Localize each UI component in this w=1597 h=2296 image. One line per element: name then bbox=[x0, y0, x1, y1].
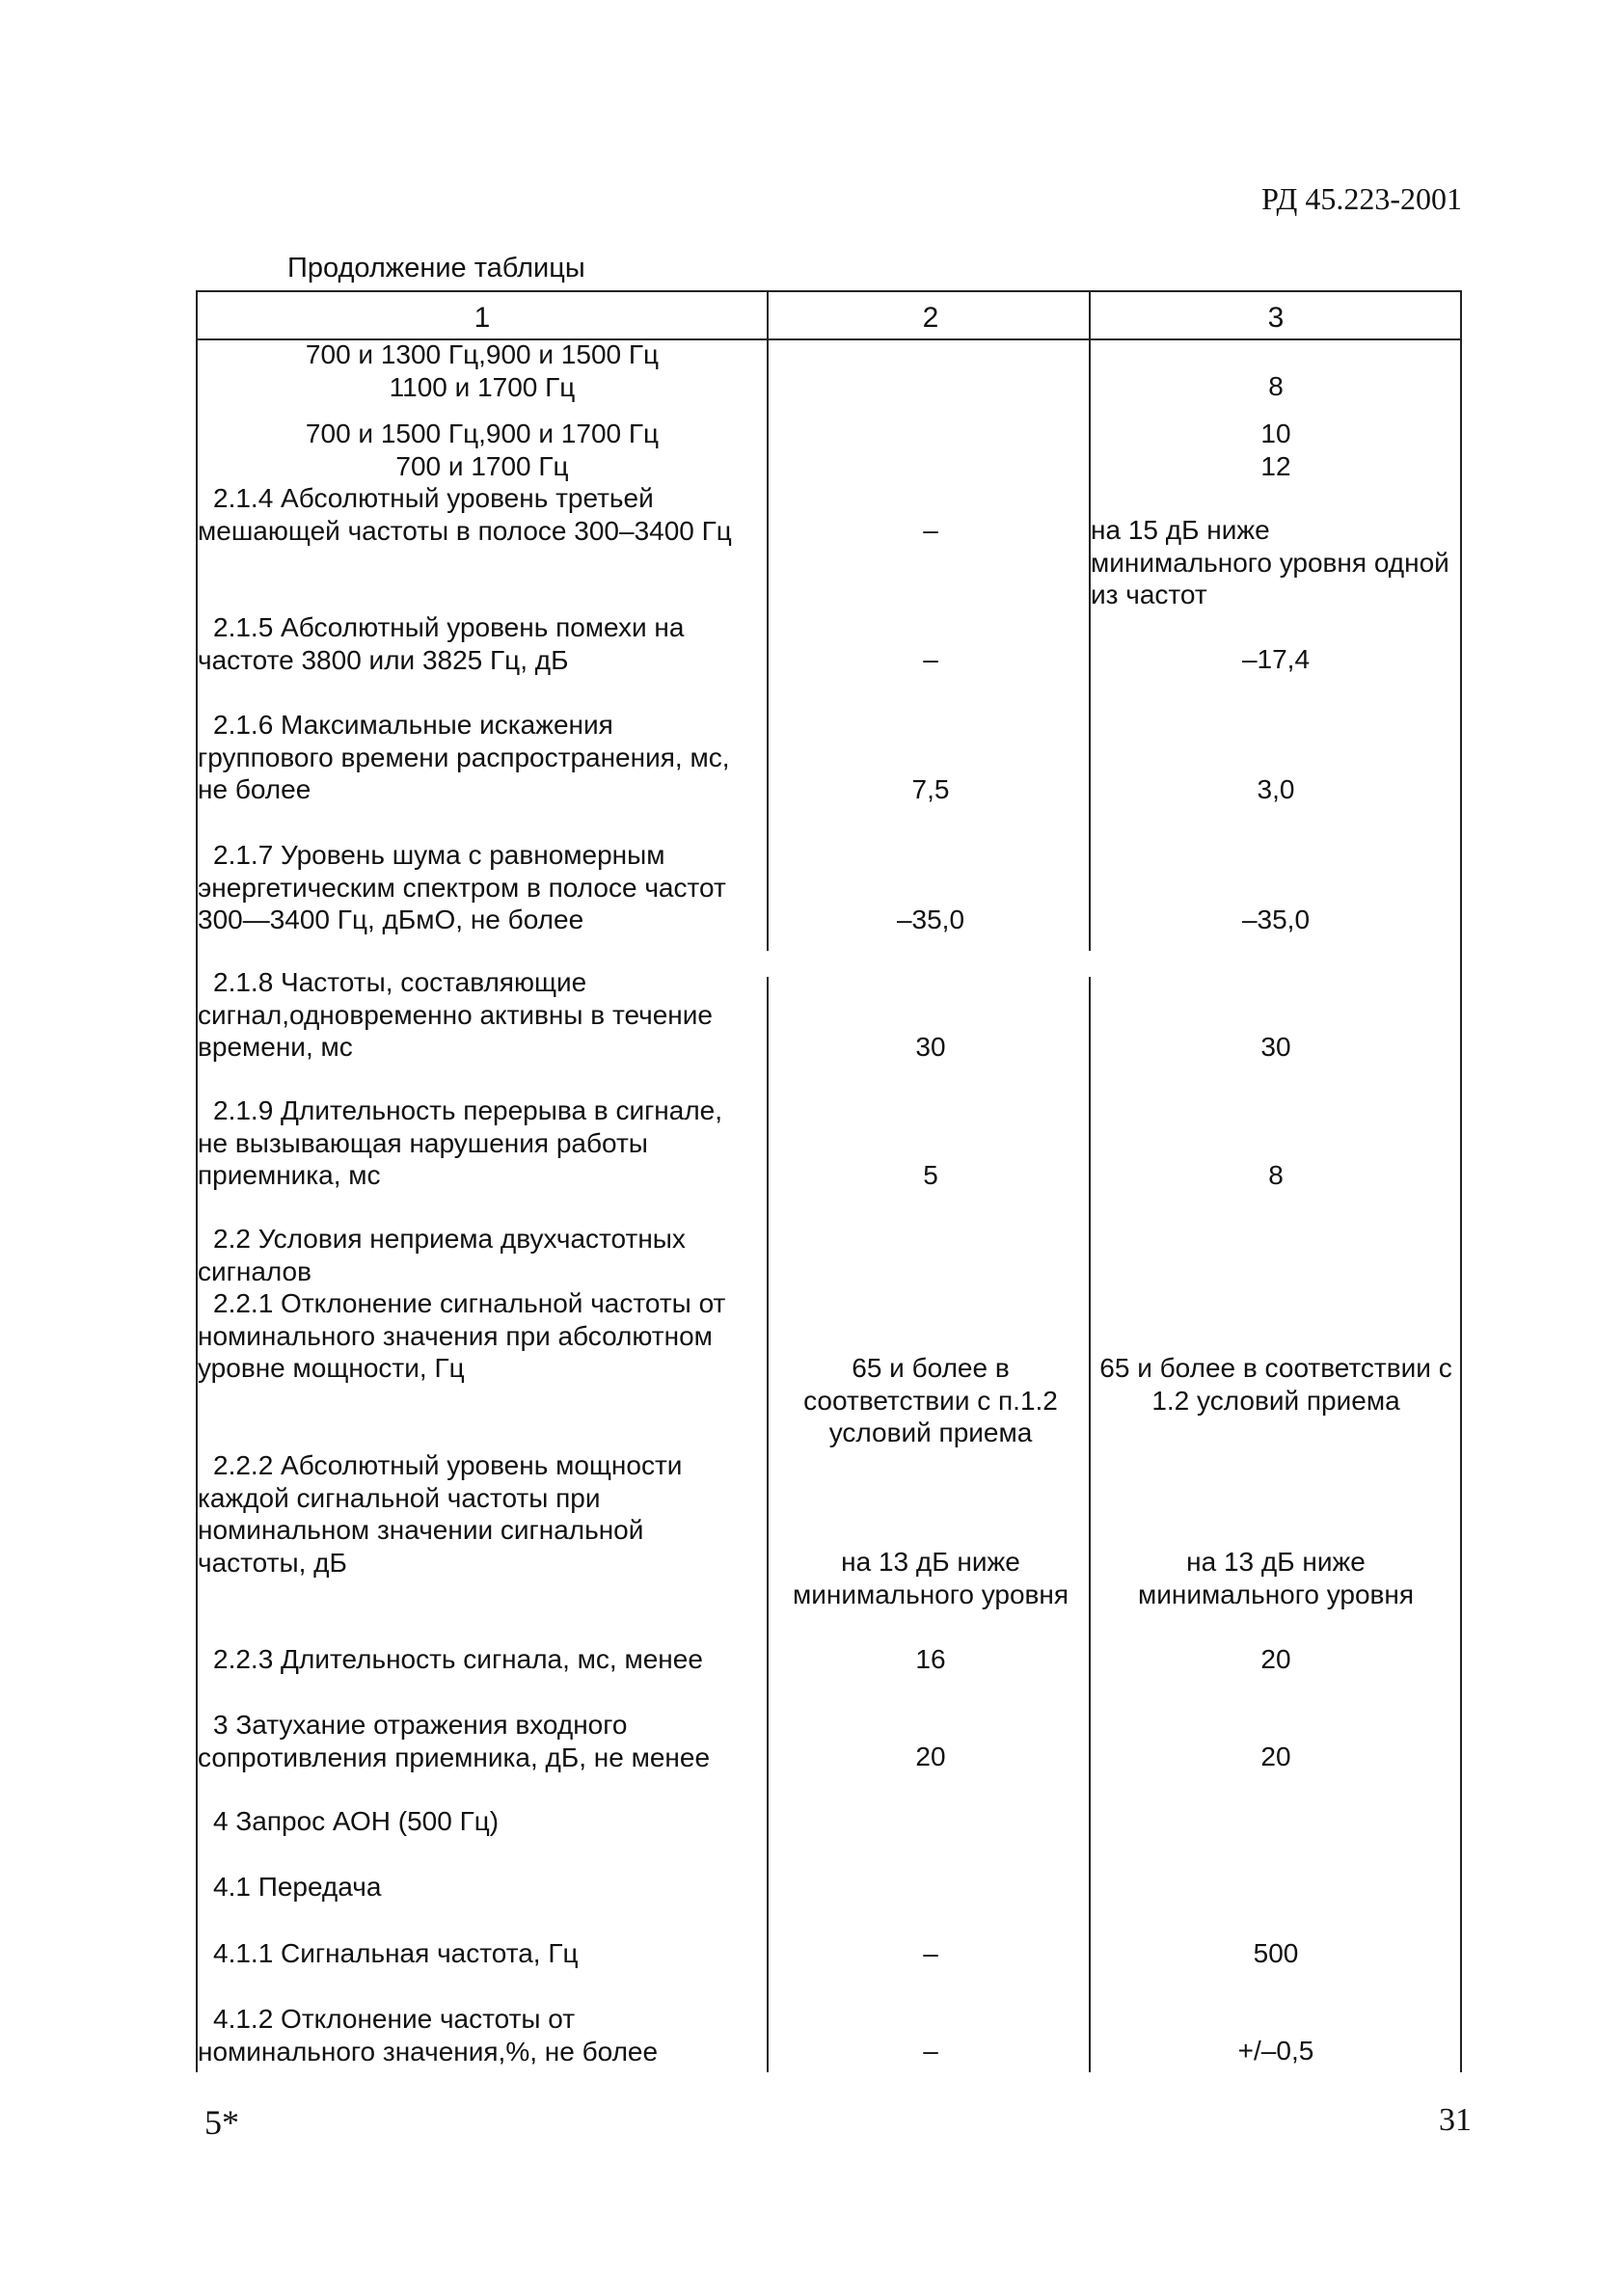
row-param: 2.1.5 Абсолютный уровень помехи на частоте 3800 или 3825 Гц, дБ bbox=[198, 612, 685, 675]
row-value-col3: –35,0 bbox=[1241, 905, 1311, 934]
column-header-1: 1 bbox=[474, 302, 491, 334]
row-value-col3: 30 bbox=[1260, 1032, 1291, 1062]
col-border-1-2 bbox=[767, 290, 769, 951]
row-param: 2.2.3 Длительность сигнала, мс, менее bbox=[213, 1644, 703, 1674]
row-param: 4.1.2 Отклонение частоты от номинального значения,%, не более bbox=[198, 2004, 659, 2066]
row-value-col2: 30 bbox=[915, 1032, 946, 1062]
row-value-col2: 16 bbox=[915, 1644, 946, 1674]
page-mark: 5* bbox=[204, 2103, 239, 2142]
row-param: 2.1.7 Уровень шума с равномерным энергетическим спектром в полосе частот 300—3400 Гц, дБмО, не более bbox=[198, 840, 726, 934]
row-value-col3: на 15 дБ ниже минимального уровня одной из частот bbox=[1091, 515, 1449, 609]
row-value-col2: –35,0 bbox=[896, 905, 965, 934]
table-top-border bbox=[196, 290, 1462, 292]
row-param: 700 и 1300 Гц,900 и 1500 Гц 1100 и 1700 Гц bbox=[305, 339, 660, 402]
row-param: 4.1 Передача bbox=[213, 1872, 382, 1902]
row-value-col3: 8 bbox=[1268, 371, 1284, 401]
row-value-col2: – bbox=[923, 1938, 938, 1968]
row-param: 2.2.2 Абсолютный уровень мощности каждой сигнальной частоты при номинальном значении сигнальной частоты, дБ bbox=[198, 1450, 683, 1578]
row-value-col3: –17,4 bbox=[1241, 644, 1311, 674]
row-param: 4.1.1 Сигнальная частота, Гц bbox=[213, 1938, 579, 1968]
row-value-col2: на 13 дБ ниже минимального уровня bbox=[792, 1547, 1069, 1609]
row-param: 2.2 Условия неприема двухчастотных сигналов 2.2.1 Отклонение сигнальной частоты от номинального значения при абсолютном уровне мощности, Гц bbox=[198, 1224, 726, 1383]
row-value-col2: – bbox=[923, 644, 938, 674]
row-value-col3: 10 12 bbox=[1260, 419, 1291, 481]
col-border-2-3 bbox=[1089, 977, 1091, 2072]
row-param: 2.1.8 Частоты, составляющие сигнал,одновременно активны в течение времени, мс bbox=[198, 967, 713, 1062]
col-border-1-2 bbox=[767, 977, 769, 2072]
row-value-col2: – bbox=[923, 515, 938, 545]
row-value-col3: 8 bbox=[1268, 1160, 1284, 1190]
column-header-3: 3 bbox=[1267, 302, 1285, 334]
row-value-col3: 500 bbox=[1253, 1938, 1299, 1968]
row-value-col2: – bbox=[923, 2036, 938, 2066]
row-value-col3: на 13 дБ ниже минимального уровня bbox=[1137, 1547, 1415, 1609]
row-value-col2: 7,5 bbox=[911, 774, 950, 804]
specification-table bbox=[196, 290, 1462, 2072]
row-param: 2.1.9 Длительность перерыва в сигнале, не вызывающая нарушения работы приемника, мс bbox=[198, 1095, 723, 1190]
row-value-col2: 65 и более в соответствии с п.1.2 условий приема bbox=[803, 1353, 1058, 1447]
table-caption: Продолжение таблицы bbox=[287, 253, 585, 284]
row-param: 4 Запрос АОН (500 Гц) bbox=[213, 1806, 500, 1836]
col-border-2-3 bbox=[1089, 290, 1091, 951]
col-border-right bbox=[1460, 290, 1462, 2072]
page-number: 31 bbox=[1439, 2102, 1472, 2138]
row-value-col2: 20 bbox=[915, 1742, 946, 1771]
row-value-col3: 20 bbox=[1260, 1644, 1291, 1674]
row-value-col2: 5 bbox=[923, 1160, 938, 1190]
row-param: 2.1.4 Абсолютный уровень третьей мешающей частоты в полосе 300–3400 Гц bbox=[198, 483, 732, 546]
row-param: 3 Затухание отражения входного сопротивления приемника, дБ, не менее bbox=[198, 1710, 711, 1772]
row-value-col3: 20 bbox=[1260, 1742, 1291, 1771]
column-header-2: 2 bbox=[922, 302, 939, 334]
row-value-col3: 3,0 bbox=[1257, 774, 1295, 804]
document-id: РД 45.223-2001 bbox=[1261, 181, 1462, 216]
row-param: 2.1.6 Максимальные искажения группового времени распространения, мс, не более bbox=[198, 710, 730, 804]
row-value-col3: +/–0,5 bbox=[1237, 2036, 1314, 2066]
row-value-col3: 65 и более в соответствии с 1.2 условий приема bbox=[1099, 1353, 1452, 1416]
row-param: 700 и 1500 Гц,900 и 1700 Гц 700 и 1700 Гц bbox=[305, 419, 660, 481]
